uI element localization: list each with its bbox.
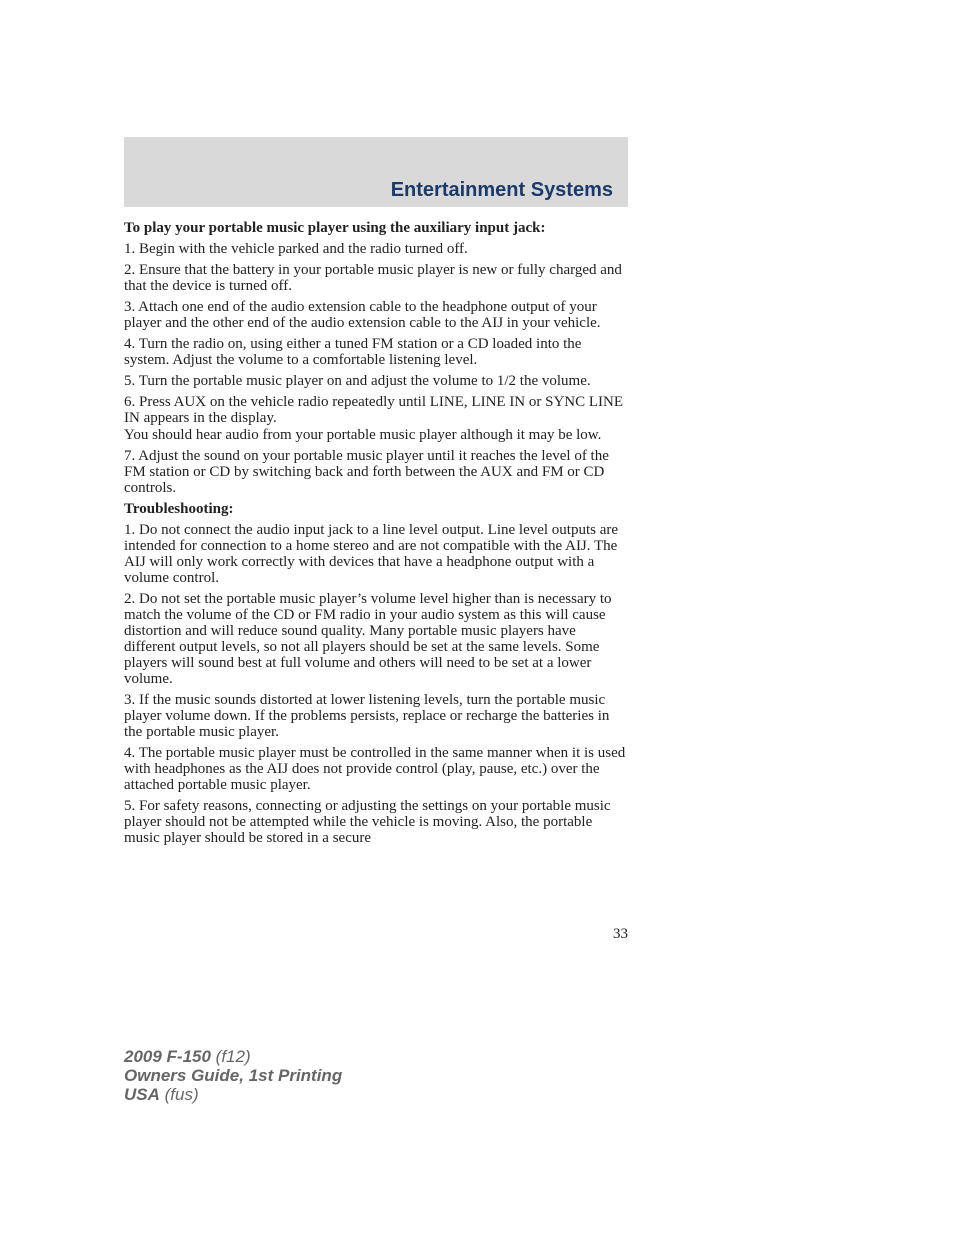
footer-line-1	[124, 1047, 342, 1066]
section-title: Entertainment Systems	[390, 179, 613, 201]
troubleshooting-item-3: 3. If the music sounds distorted at lower listening levels, turn the portable music player volume down. If the problems persists, replace or recharge the batteries in the portable music player.	[124, 692, 610, 740]
troubleshooting-item-1: 1. Do not connect the audio input jack to a line level output. Line level outputs are intended for connection to a home stereo and are not compatible with the AIJ. The AIJ will only work correctly with devices that have a headphone output with a volume control.	[124, 522, 619, 586]
page-number: 33	[613, 926, 628, 942]
step-4: 4. Turn the radio on, using either a tuned FM station or a CD loaded into the system. Adjust the volume to a comfortable listening level.	[124, 336, 582, 368]
step-6: 6. Press AUX on the vehicle radio repeatedly until LINE, LINE IN or SYNC LINE IN appears in the display.	[124, 394, 624, 426]
footer-line-2: Owners Guide, 1st Printing	[124, 1066, 343, 1085]
footer-market: USA	[124, 1085, 160, 1104]
instructions-heading: To play your portable music player using the auxiliary input jack:	[124, 220, 546, 236]
step-1: 1. Begin with the vehicle parked and the radio turned off.	[124, 241, 468, 257]
footer-line-3	[124, 1085, 342, 1104]
footer-model-code: (f12)	[210, 1047, 251, 1066]
step-6-note: You should hear audio from your portable music player although it may be low.	[124, 427, 602, 443]
footer-model: 2009 F-150	[124, 1047, 211, 1066]
troubleshooting-item-5: 5. For safety reasons, connecting or adjusting the settings on your portable music player should not be attempted while the vehicle is moving. Also, the portable music player should be stored in a secure	[124, 798, 611, 846]
section-header-band	[124, 137, 628, 207]
footer-market-code: (fus)	[159, 1085, 199, 1104]
step-2: 2. Ensure that the battery in your portable music player is new or fully charged and that the device is turned off.	[124, 262, 622, 294]
step-5: 5. Turn the portable music player on and adjust the volume to 1/2 the volume.	[124, 373, 591, 389]
step-3: 3. Attach one end of the audio extension cable to the headphone output of your player and the other end of the audio extension cable to the AIJ in your vehicle.	[124, 299, 601, 331]
step-7: 7. Adjust the sound on your portable music player until it reaches the level of the FM station or CD by switching back and forth between the AUX and FM or CD controls.	[124, 448, 609, 496]
page-body	[124, 220, 628, 851]
troubleshooting-heading: Troubleshooting:	[124, 501, 234, 517]
document-footer	[124, 1047, 342, 1104]
troubleshooting-item-2: 2. Do not set the portable music player’s volume level higher than is necessary to match the volume of the CD or FM radio in your audio system as this will cause distortion and will reduce sound quality. Many portable music players have different output levels, so not all players should be set at the same levels. Some players will sound best at full volume and others will need to be set at a lower volume.	[124, 591, 612, 687]
troubleshooting-item-4: 4. The portable music player must be controlled in the same manner when it is used with headphones as the AIJ does not provide control (play, pause, etc.) over the attached portable music player.	[124, 745, 626, 793]
